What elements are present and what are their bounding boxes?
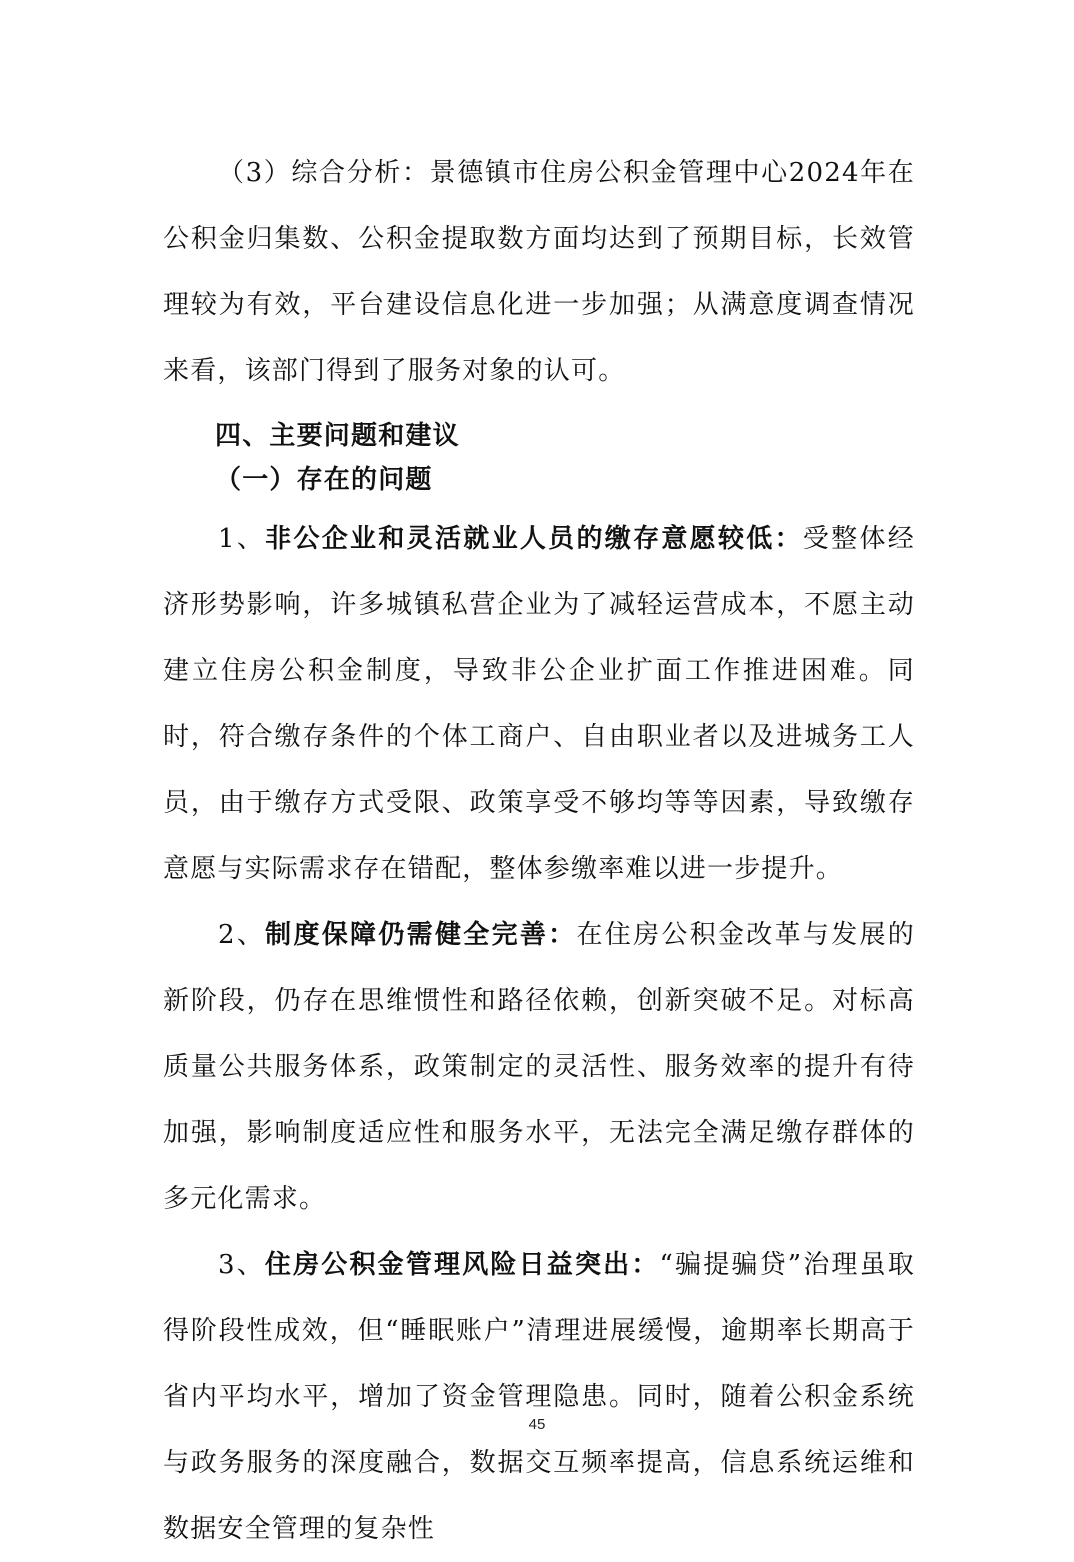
page-number: 45 [528, 1416, 546, 1433]
issue-lead: 住房公积金管理风险日益突出： [264, 1250, 660, 1280]
issue-text: 在住房公积金改革与发展的新阶段，仍存在思维惯性和路径依赖，创新突破不足。对标高质量公共服务体系，政策制定的灵活性、服务效率的提升有待加强，影响制度适应性和服务水平，无法完全满足缴存群体的多元化需求。 [163, 920, 916, 1214]
section-heading: 四、主要问题和建议 [215, 421, 460, 451]
issue-paragraph-2 [163, 902, 915, 1232]
issue-paragraph-1 [163, 506, 915, 902]
issue-lead: 非公企业和灵活就业人员的缴存意愿较低： [265, 524, 803, 554]
analysis-text: （3）综合分析：景德镇市住房公积金管理中心2024年在公积金归集数、公积金提取数方面均达到了预期目标，长效管理较为有效，平台建设信息化进一步加强；从满意度调查情况来看，该部门得到了服务对象的认可。 [163, 158, 915, 386]
analysis-paragraph [163, 140, 915, 404]
issue-paragraph-3 [163, 1232, 915, 1562]
issue-number: 1、 [218, 524, 266, 554]
issue-number: 3、 [218, 1250, 265, 1280]
subsection-heading: （一）存在的问题 [215, 465, 433, 495]
document-body [163, 140, 915, 1562]
issue-text: “骗提骗贷”治理虽取得阶段性成效，但“睡眠账户”清理进展缓慢，逾期率长期高于省内平均水平，增加了资金管理隐患。同时，随着公积金系统与政务服务的深度融合，数据交互频率提高，信息系统运维和数据安全管理的复杂性 [163, 1250, 915, 1544]
issue-number: 2、 [218, 920, 266, 950]
issue-lead: 制度保障仍需健全完善： [265, 920, 577, 950]
issue-text: 受整体经济形势影响，许多城镇私营企业为了减轻运营成本，不愿主动建立住房公积金制度，导致非公企业扩面工作推进困难。同时，符合缴存条件的个体工商户、自由职业者以及进城务工人员，由于缴存方式受限、政策享受不够均等等因素，导致缴存意愿与实际需求存在错配，整体参缴率难以进一步提升。 [163, 524, 915, 884]
